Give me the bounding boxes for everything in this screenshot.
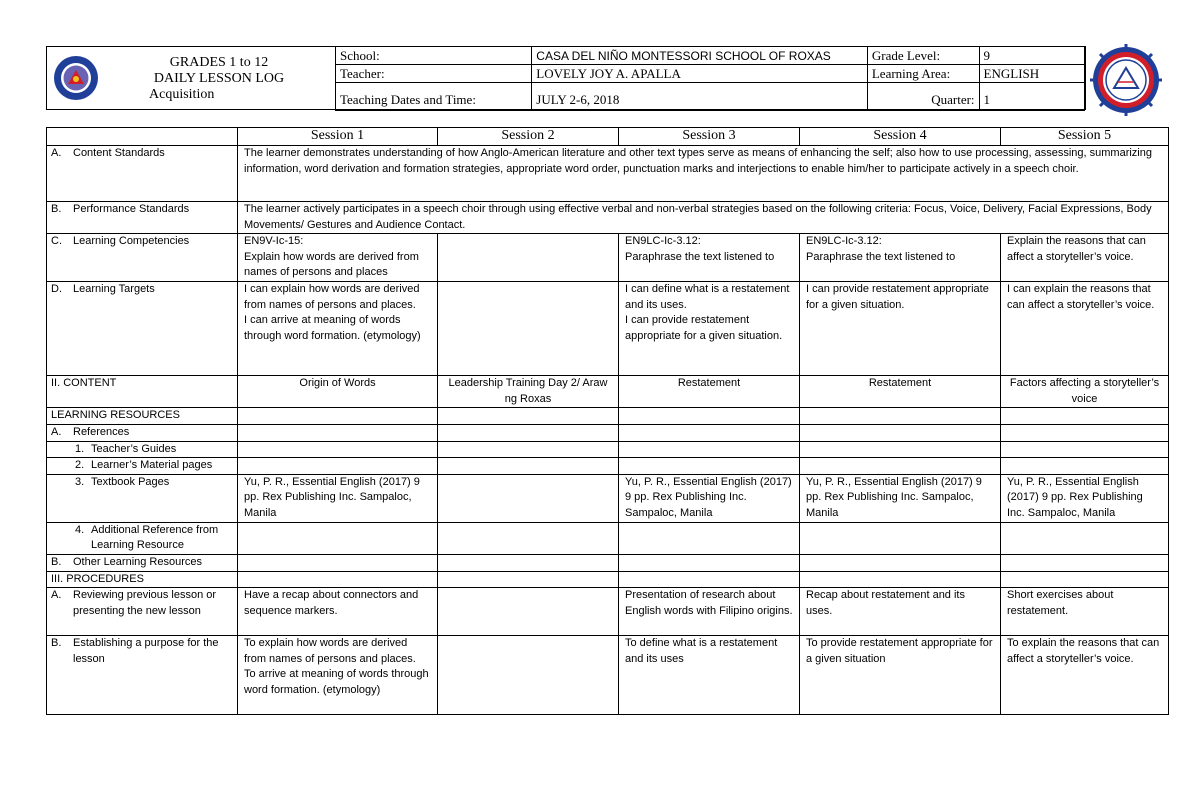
row-marker: B. [51,203,62,215]
competency-s1 [238,234,438,282]
empty-cell [238,408,438,425]
purpose-text: To explain how words are derived from names of persons and places. [244,637,416,665]
empty-cell [1001,424,1169,441]
content-standards-text: The learner demonstrates understanding of how Anglo-American literature and other text types serve as means of enhancing the self; also how to use processing, assessing, summarizing information, word derivation and formation strategies, appropriate word order, punctuation marks and interjections to enable him/her to participate actively in a speech choir. [238,146,1169,202]
competency-s5: Explain the reasons that can affect a storyteller’s voice. [1001,234,1169,282]
session-2-header: Session 2 [438,128,619,146]
target-s4: I can provide restatement appropriate for a given situation. [800,282,1001,376]
target-s2 [438,282,619,376]
empty-cell [238,441,438,458]
empty-cell [619,424,800,441]
competency-s4 [800,234,1001,282]
row-label: II. CONTENT [47,376,238,408]
target-text: I can define what is a restatement and its uses. [625,283,790,311]
content-row [47,376,1169,408]
row-marker: A. [51,147,62,159]
row-label [47,146,238,202]
row-label [47,441,238,458]
empty-cell [238,554,438,571]
purpose-s4: To provide restatement appropriate for a given situation [800,636,1001,715]
row-label [47,282,238,376]
empty-cell [619,554,800,571]
row-label: III. PROCEDURES [47,571,238,588]
lesson-log-table [46,127,1169,715]
row-label-text: Learning Competencies [73,235,190,248]
empty-cell [800,424,1001,441]
grade-label: Grade Level: [867,47,979,65]
header-info-table [335,47,1085,111]
row-label [47,588,238,636]
row-label-text: Establishing a purpose for the lesson [73,637,219,665]
row-label-text: Learning Targets [73,283,155,296]
row-marker: B. [51,637,62,650]
title-block [47,47,336,109]
area-label: Learning Area: [867,65,979,83]
row-label [47,234,238,282]
empty-cell [1001,522,1169,554]
content-s2: Leadership Training Day 2/ Araw ng Roxas [438,376,619,408]
grade-value: 9 [979,47,1084,65]
row-label-text: Reviewing previous lesson or presenting the new lesson [73,589,217,617]
title-line-2: DAILY LESSON LOG [153,71,285,86]
content-s5: Factors affecting a storyteller’s voice [1001,376,1169,408]
target-s1 [238,282,438,376]
row-marker: B. [51,555,62,568]
row-label [47,636,238,715]
empty-cell [238,522,438,554]
procedures-row [47,571,1169,588]
empty-cell [1001,458,1169,475]
purpose-s2 [438,636,619,715]
reviewing-s2 [438,588,619,636]
row-label-text: Content Standards [73,147,165,159]
row-label [47,424,238,441]
empty-cell [238,571,438,588]
content-s4: Restatement [800,376,1001,408]
empty-cell [438,554,619,571]
purpose-s1 [238,636,438,715]
deped-seal-icon [53,55,99,101]
empty-cell [1001,571,1169,588]
competency-s3 [619,234,800,282]
row-label-text: Performance Standards [73,203,190,215]
empty-cell [619,571,800,588]
row-label [47,458,238,475]
title-line-3: Acquisition [149,87,215,102]
area-value: ENGLISH [979,65,1084,83]
empty-cell [238,424,438,441]
row-label-text: References [73,425,130,438]
learning-targets-row [47,282,1169,376]
row-label [47,522,238,554]
purpose-text: To arrive at meaning of words through word formation. (etymology) [244,668,429,696]
competency-text: Explain how words are derived from names of persons and places [244,250,419,279]
empty-cell [1001,554,1169,571]
competency-s2 [438,234,619,282]
empty-cell [438,408,619,425]
references-row [47,424,1169,441]
empty-cell [619,408,800,425]
session-header-row [47,128,1169,146]
empty-cell [800,408,1001,425]
row-label: LEARNING RESOURCES [47,408,238,425]
row-label-text: Learner’s Material pages [91,459,213,472]
purpose-row [47,636,1169,715]
target-text: I can arrive at meaning of words through word formation. (etymology) [244,314,421,342]
row-marker: 3. [75,475,85,488]
session-1-header: Session 1 [238,128,438,146]
empty-cell [438,458,619,475]
session-5-header: Session 5 [1001,128,1169,146]
competency-text: Paraphrase the text listened to [806,250,956,263]
teacher-value: LOVELY JOY A. APALLA [532,65,868,83]
target-s3 [619,282,800,376]
teacher-label: Teacher: [336,65,532,83]
textbook-s2 [438,474,619,522]
target-text: I can provide restatement appropriate for a given situation. [625,314,783,342]
empty-cell [438,522,619,554]
reviewing-s5: Short exercises about restatement. [1001,588,1169,636]
empty-cell [438,571,619,588]
row-label-text: Textbook Pages [91,475,170,488]
school-seal-icon [1090,44,1162,116]
competency-code: EN9V-Ic-15: [244,235,304,248]
row-label-text: Other Learning Resources [73,555,203,568]
competency-text: Paraphrase the text listened to [625,250,775,263]
content-standards-row [47,146,1169,202]
other-resources-row [47,554,1169,571]
empty-cell [800,458,1001,475]
target-s5: I can explain the reasons that can affect a storyteller’s voice. [1001,282,1169,376]
row-label [47,474,238,522]
row-marker: A. [51,425,62,438]
performance-standards-text: The learner actively participates in a speech choir through using effective verbal and non-verbal strategies based on the following criteria: Focus, Voice, Delivery, Facial Expressions, Body Movements/ Gestures and Audience Contact. [238,202,1169,234]
empty-cell [619,522,800,554]
row-label [47,554,238,571]
content-s1: Origin of Words [238,376,438,408]
learners-material-row [47,458,1169,475]
textbook-pages-row [47,474,1169,522]
quarter-value: 1 [979,83,1084,111]
quarter-label: Quarter: [867,83,979,111]
purpose-s3: To define what is a restatement and its uses [619,636,800,715]
empty-cell [800,571,1001,588]
row-marker: 4. [75,523,85,536]
competency-code: EN9LC-Ic-3.12: [806,235,882,248]
dates-value: JULY 2-6, 2018 [532,83,868,111]
textbook-s4: Yu, P. R., Essential English (2017) 9 pp. Rex Publishing Inc. Sampaloc, Manila [800,474,1001,522]
textbook-s1: Yu, P. R., Essential English (2017) 9 pp. Rex Publishing Inc. Sampaloc, Manila [238,474,438,522]
performance-standards-row [47,202,1169,234]
empty-cell [800,554,1001,571]
learning-resources-row [47,408,1169,425]
row-marker: A. [51,589,62,602]
corner-cell [47,128,238,146]
row-label [47,202,238,234]
reviewing-row [47,588,1169,636]
row-marker: C. [51,235,62,248]
school-value: CASA DEL NIÑO MONTESSORI SCHOOL OF ROXAS [532,47,868,65]
row-marker: 2. [75,459,85,472]
textbook-s3: Yu, P. R., Essential English (2017) 9 pp. Rex Publishing Inc. Sampaloc, Manila [619,474,800,522]
session-3-header: Session 3 [619,128,800,146]
reviewing-s1: Have a recap about connectors and sequence markers. [238,588,438,636]
lesson-log-header [46,46,1086,110]
row-marker: D. [51,283,62,296]
empty-cell [238,458,438,475]
reviewing-s3: Presentation of research about English words with Filipino origins. [619,588,800,636]
empty-cell [438,441,619,458]
target-text: I can explain how words are derived from names of persons and places. [244,283,420,311]
teachers-guides-row [47,441,1169,458]
row-label-text: Additional Reference from Learning Resource [91,523,219,552]
row-label-text: Teacher’s Guides [91,442,177,455]
empty-cell [800,441,1001,458]
row-marker: 1. [75,442,85,455]
empty-cell [619,458,800,475]
school-label: School: [336,47,532,65]
reviewing-s4: Recap about restatement and its uses. [800,588,1001,636]
dates-label: Teaching Dates and Time: [336,83,532,111]
learning-competencies-row [47,234,1169,282]
purpose-s5: To explain the reasons that can affect a storyteller’s voice. [1001,636,1169,715]
empty-cell [1001,441,1169,458]
empty-cell [619,441,800,458]
competency-code: EN9LC-Ic-3.12: [625,235,701,248]
title-line-1: GRADES 1 to 12 [169,55,269,70]
session-4-header: Session 4 [800,128,1001,146]
empty-cell [438,424,619,441]
empty-cell [800,522,1001,554]
additional-reference-row [47,522,1169,554]
content-s3: Restatement [619,376,800,408]
empty-cell [1001,408,1169,425]
textbook-s5: Yu, P. R., Essential English (2017) 9 pp. Rex Publishing Inc. Sampaloc, Manila [1001,474,1169,522]
